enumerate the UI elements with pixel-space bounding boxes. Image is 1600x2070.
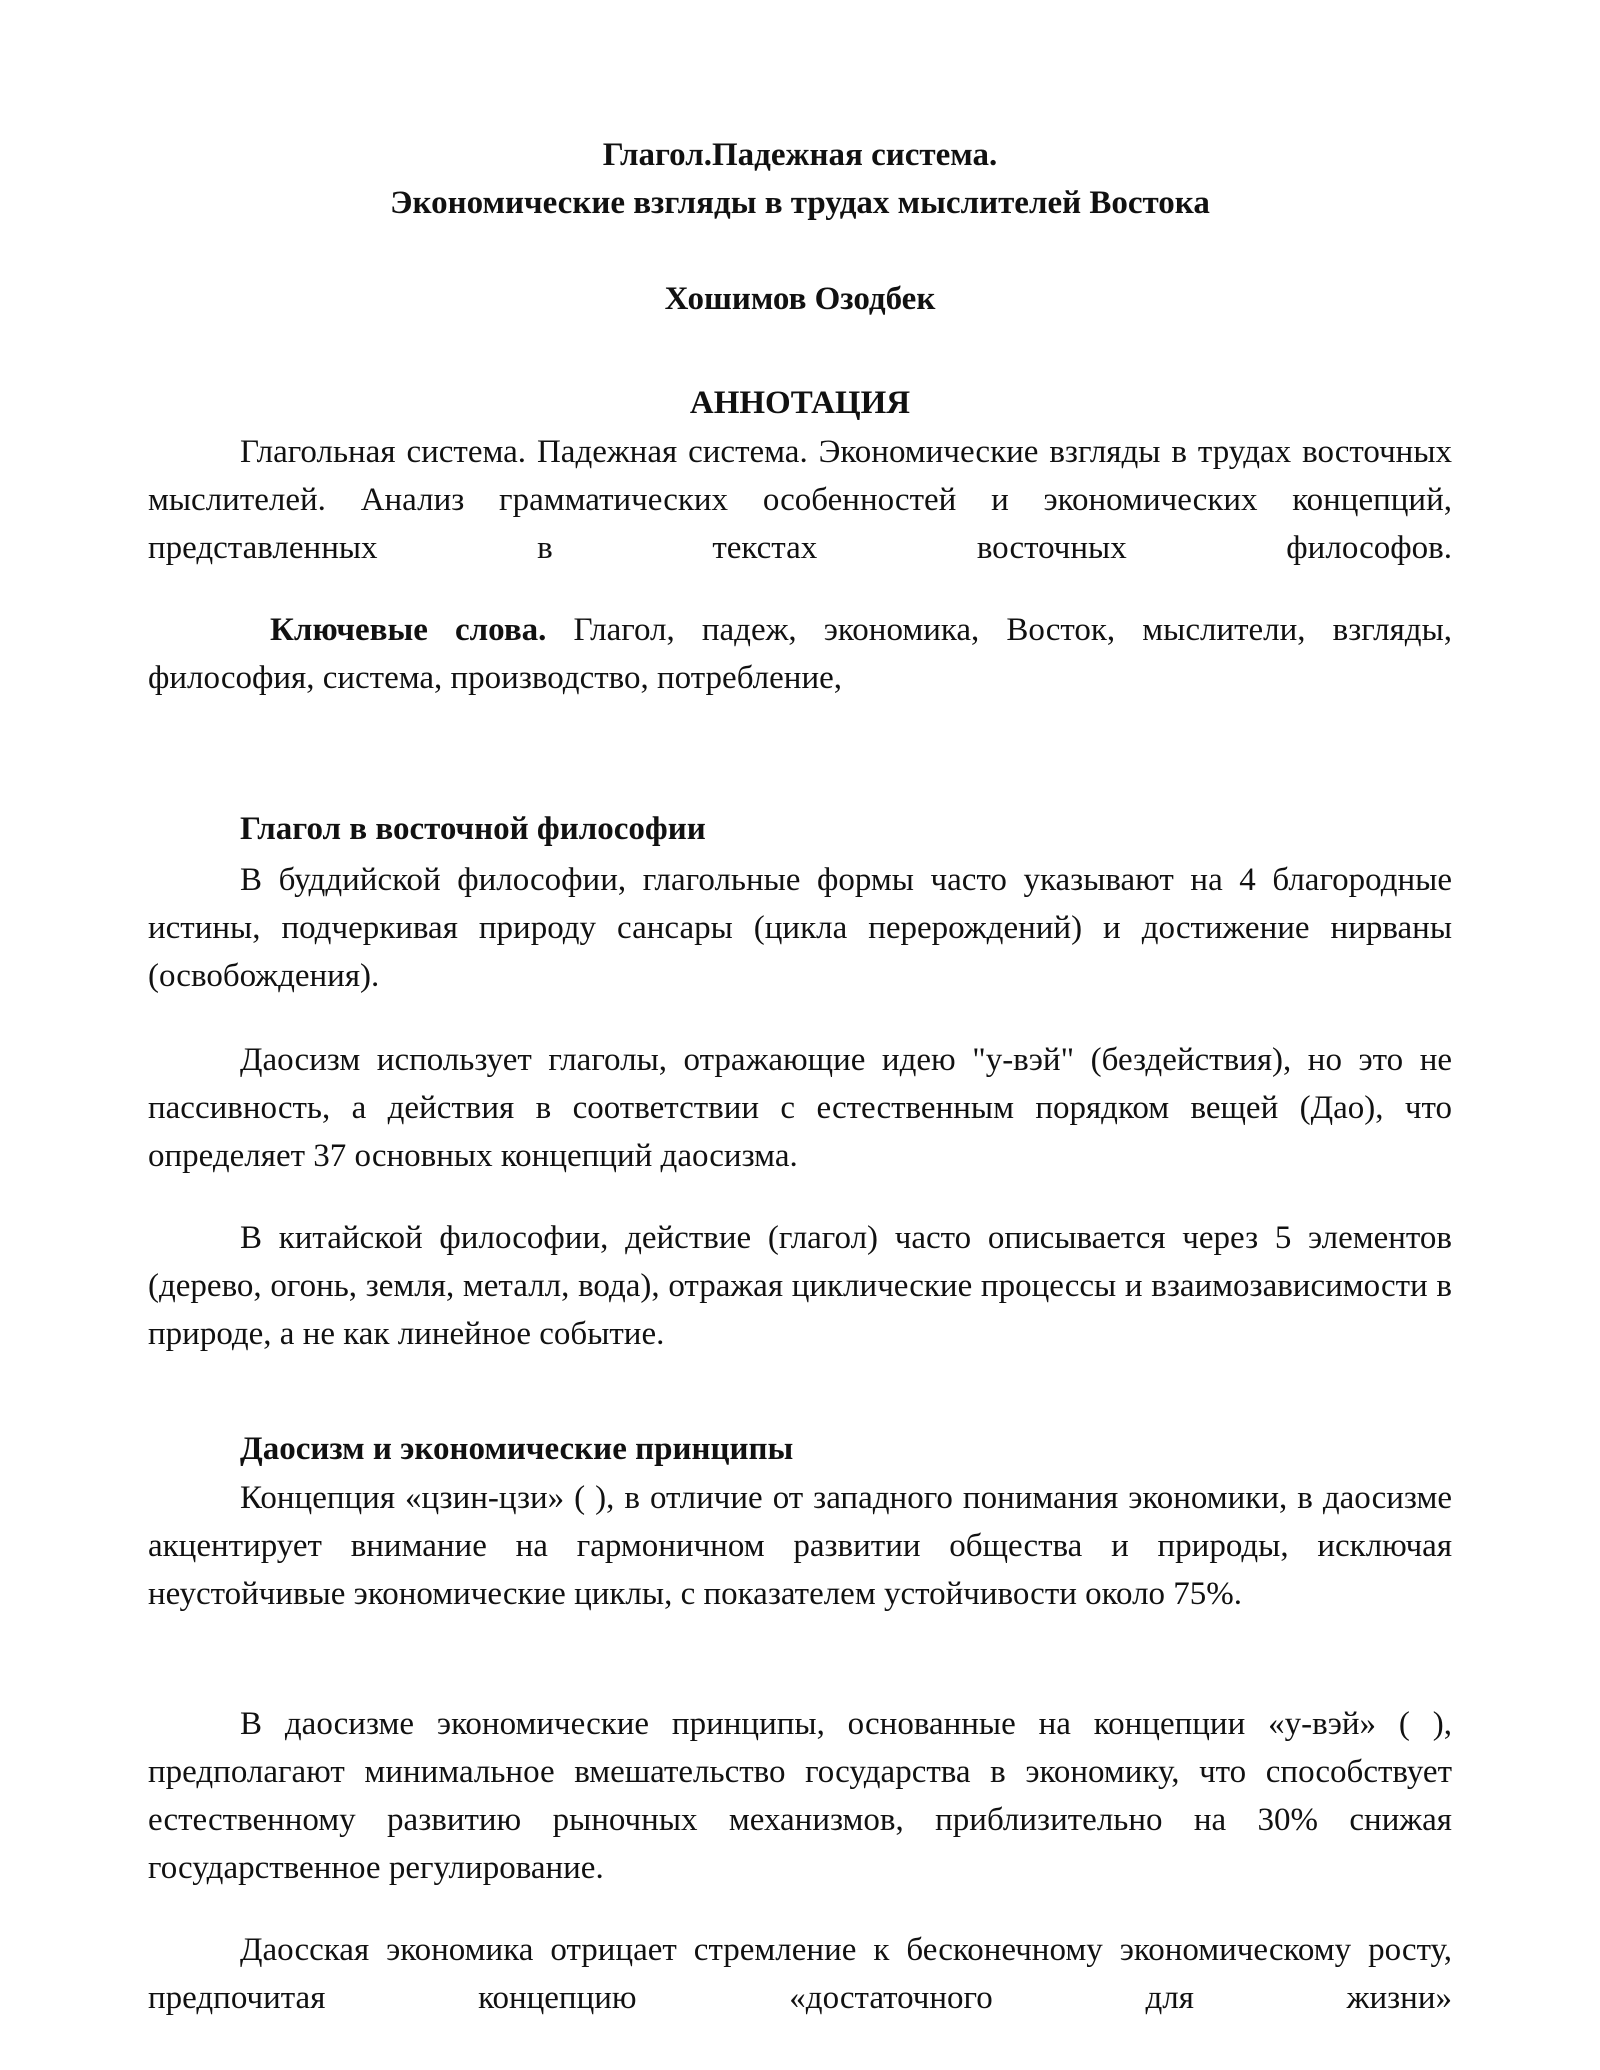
keywords-list: Глагол, падеж, экономика, Восток, мыслители, взгляды, философия, система, производство, потребление, xyxy=(148,612,1452,696)
section1-paragraph-2: Даосизм использует глаголы, отражающие идею "у-вэй" (бездействия), но это не пассивность, а действия в соответствии с естественным порядком вещей (Дао), что определяет 37 основных концепций даосизма. xyxy=(148,1042,1452,1174)
section2-paragraph-1: Концепция «цзин-цзи» ( ), в отличие от западного понимания экономики, в даосизме акцентирует внимание на гармоничном развитии общества и природы, исключая неустойчивые экономические циклы, с показателем устойчивости около 75%. xyxy=(148,1480,1452,1612)
section-heading-verb-in-eastern-philosophy: Глагол в восточной философии xyxy=(240,811,706,847)
section2-paragraph-2: В даосизме экономические принципы, основанные на концепции «у-вэй» ( ), предполагают минимальное вмешательство государства в экономику, что способствует естественному развитию рыночных механизмов, приблизительно на 30% снижая государственное регулирование. xyxy=(148,1706,1452,1886)
author-name: Хошимов Озодбек xyxy=(664,281,936,317)
section-heading-taoism-economic-principles: Даосизм и экономические принципы xyxy=(240,1431,794,1467)
section1-paragraph-3: В китайской философии, действие (глагол) часто описывается через 5 элементов (дерево, огонь, земля, металл, вода), отражая циклические процессы и взаимозависимости в природе, а не как линейное событие. xyxy=(148,1220,1452,1352)
keywords-label: Ключевые слова. xyxy=(270,612,547,648)
keywords-paragraph xyxy=(148,606,1452,702)
annotation-paragraph: Глагольная система. Падежная система. Экономические взгляды в трудах восточных мыслителей. Анализ грамматических особенностей и экономических концепций, представленных в текстах восточных философов. xyxy=(148,434,1452,566)
section1-paragraph-1: В буддийской философии, глагольные формы часто указывают на 4 благородные истины, подчеркивая природу сансары (цикла перерождений) и достижение нирваны (освобождения). xyxy=(148,862,1452,994)
document-title-line-2: Экономические взгляды в трудах мыслителей Востока xyxy=(390,185,1210,221)
section2-paragraph-3: Даосская экономика отрицает стремление к бесконечному экономическому росту, предпочитая концепцию «достаточного для жизни» xyxy=(148,1932,1452,2016)
annotation-heading: АННОТАЦИЯ xyxy=(689,385,911,421)
document-title-line-1: Глагол.Падежная система. xyxy=(602,137,998,173)
